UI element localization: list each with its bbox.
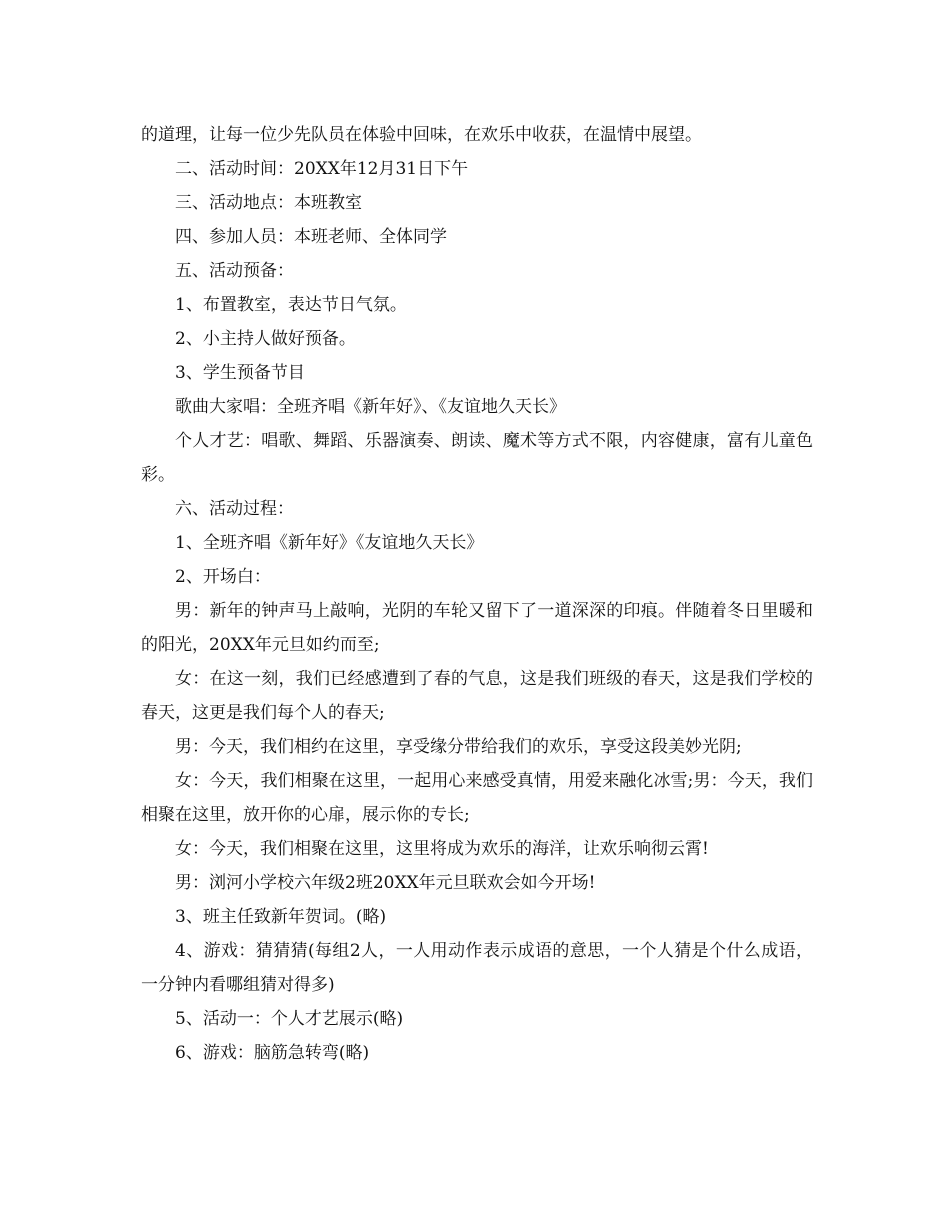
paragraph-process-2: 2、开场白： — [175, 567, 271, 587]
paragraph-process-5: 5、活动一：个人才艺展示(略) — [175, 1009, 404, 1029]
paragraph-activity-time: 二、活动时间：20XX年12月31日下午 — [175, 159, 469, 179]
paragraph-preparation-2: 2、小主持人做好预备。 — [175, 329, 356, 349]
paragraph-song-singalong: 歌曲大家唱：全班齐唱《新年好》、《友谊地久天长》 — [175, 397, 566, 417]
document-body — [141, 118, 813, 1070]
paragraph-participants: 四、参加人员：本班老师、全体同学 — [175, 227, 447, 247]
paragraph-process-3: 3、班主任致新年贺词。(略) — [175, 907, 387, 927]
paragraph-activity-location: 三、活动地点：本班教室 — [175, 193, 362, 213]
paragraph-preparation-3: 3、学生预备节目 — [175, 363, 305, 383]
paragraph-personal-talent: 个人才艺：唱歌、舞蹈、乐器演奏、朗读、魔术等方式不限，内容健康，富有儿童色彩。 — [141, 431, 813, 485]
paragraph-preparation-1: 1、布置教室，表达节日气氛。 — [175, 295, 407, 315]
paragraph-intro-continuation: 的道理，让每一位少先队员在体验中回味，在欢乐中收获，在温情中展望。 — [141, 125, 702, 145]
paragraph-dialogue-male-1: 男：新年的钟声马上敲响，光阴的车轮又留下了一道深深的印痕。伴随着冬日里暖和的阳光，20XX年元旦如约而至; — [141, 601, 813, 655]
paragraph-dialogue-male-3: 男：浏河小学校六年级2班20XX年元旦联欢会如今开场! — [175, 873, 596, 893]
paragraph-preparation-heading: 五、活动预备： — [175, 261, 294, 281]
paragraph-process-1: 1、全班齐唱《新年好》《友谊地久天长》 — [175, 533, 484, 553]
paragraph-dialogue-female-1: 女：在这一刻，我们已经感遭到了春的气息，这是我们班级的春天，这是我们学校的春天，这更是我们每个人的春天; — [141, 669, 813, 723]
paragraph-process-heading: 六、活动过程： — [175, 499, 294, 519]
paragraph-dialogue-female-3: 女：今天，我们相聚在这里，这里将成为欢乐的海洋，让欢乐响彻云霄! — [175, 839, 709, 859]
paragraph-dialogue-male-2: 男：今天，我们相约在这里，享受缘分带给我们的欢乐，享受这段美妙光阴; — [175, 737, 742, 757]
paragraph-process-6: 6、游戏：脑筋急转弯(略) — [175, 1043, 370, 1063]
paragraph-process-4: 4、游戏：猜猜猜(每组2人，一人用动作表示成语的意思，一个人猜是个什么成语，一分钟内看哪组猜对得多) — [141, 941, 813, 995]
paragraph-dialogue-female-2: 女：今天，我们相聚在这里，一起用心来感受真情，用爱来融化冰雪;男：今天，我们相聚在这里，放开你的心扉，展示你的专长; — [141, 771, 813, 825]
